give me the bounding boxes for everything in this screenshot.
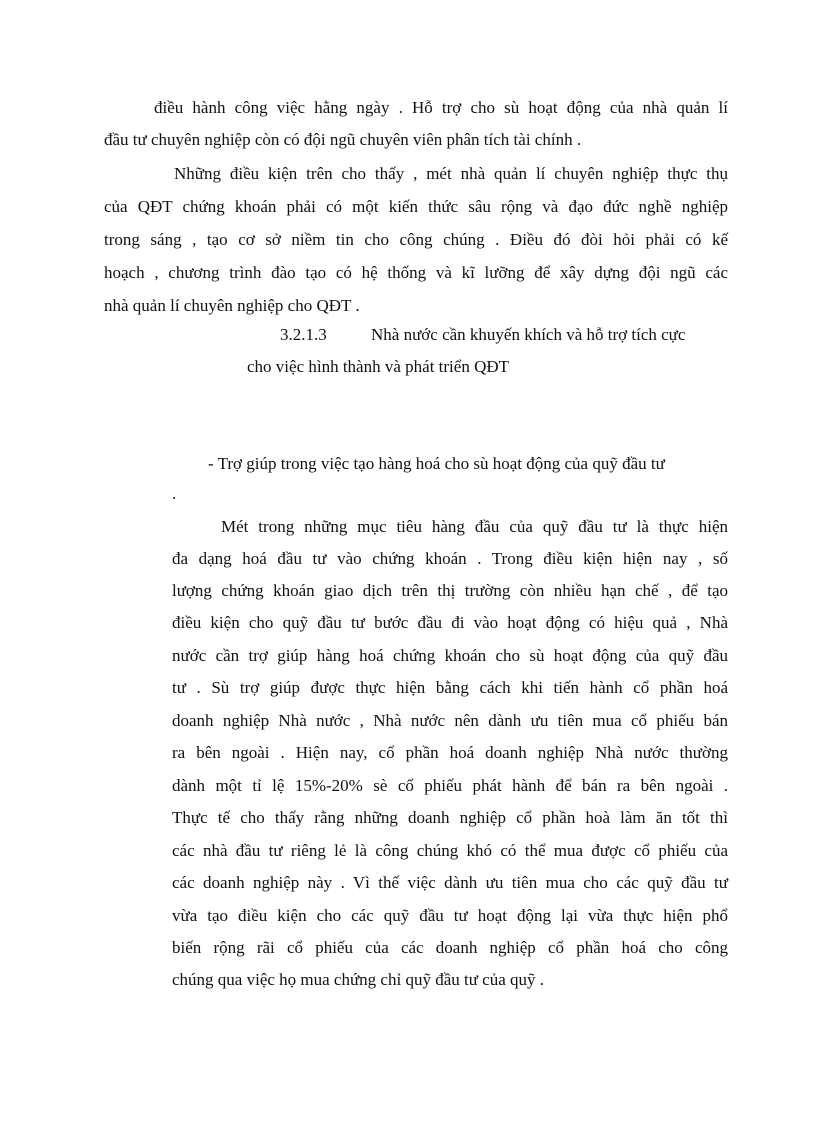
bullet-item-end: . (172, 484, 177, 503)
body-line: lượng chứng khoán giao dịch trên thị trường còn nhiều hạn chế , để tạo (172, 581, 728, 600)
body-line: đầu tư chuyên nghiệp còn có đội ngũ chuyên viên phân tích tài chính . (104, 130, 582, 149)
body-line: Mét trong những mục tiêu hàng đầu của quỹ đầu tư là thực hiện (221, 517, 728, 536)
body-line: dành một tỉ lệ 15%-20% sè cổ phiếu phát hành để bán ra bên ngoài . (172, 776, 728, 795)
body-line: doanh nghiệp Nhà nước , Nhà nước nên dành ưu tiên mua cổ phiếu bán (172, 711, 728, 730)
body-line: biến rộng rãi cổ phiếu của các doanh nghiệp cổ phần hoá cho công (172, 938, 728, 957)
body-line: điều kiện cho quỹ đầu tư bước đầu đi vào hoạt động có hiệu quả , Nhà (172, 613, 728, 632)
body-line: đa dạng hoá đầu tư vào chứng khoán . Trong điều kiện hiện nay , số (172, 549, 728, 568)
body-line: các doanh nghiệp này . Vì thế việc dành ưu tiên mua cho các quỹ đầu tư (172, 873, 728, 892)
bullet-item: - Trợ giúp trong việc tạo hàng hoá cho sù hoạt động của quỹ đầu tư (208, 454, 665, 473)
body-line: nước cần trợ giúp hàng hoá chứng khoán cho sù hoạt động của quỹ đầu (172, 646, 728, 665)
body-line: Những điều kiện trên cho thấy , mét nhà quản lí chuyên nghiệp thực thụ (174, 164, 728, 183)
body-line: nhà quản lí chuyên nghiệp cho QĐT . (104, 296, 360, 315)
body-line: vừa tạo điều kiện cho các quỹ đầu tư hoạt động lại vừa thực hiện phổ (172, 906, 728, 925)
section-heading: Nhà nước cần khuyến khích và hỗ trợ tích cực (371, 325, 686, 344)
body-line: điều hành công việc hằng ngày . Hỗ trợ cho sù hoạt động của nhà quản lí (154, 98, 728, 117)
body-line: của QĐT chứng khoán phải có một kiến thức sâu rộng và đạo đức nghề nghiệp (104, 197, 728, 216)
section-heading-continuation: cho việc hình thành và phát triển QĐT (247, 357, 510, 376)
body-line: tư . Sù trợ giúp được thực hiện bằng cách khi tiến hành cổ phần hoá (172, 678, 728, 697)
section-number: 3.2.1.3 (280, 325, 327, 344)
body-line: Thực tế cho thấy rằng những doanh nghiệp cổ phần hoà làm ăn tốt thì (172, 808, 728, 827)
body-line: ra bên ngoài . Hiện nay, cổ phần hoá doanh nghiệp Nhà nước thường (172, 743, 728, 762)
body-line: chúng qua việc họ mua chứng chỉ quỹ đầu tư của quỹ . (172, 970, 545, 989)
body-line: hoạch , chương trình đào tạo có hệ thống và kĩ lưỡng để xây dựng đội ngũ các (104, 263, 728, 282)
body-line: các nhà đầu tư riêng lẻ là công chúng khó có thể mua được cổ phiếu của (172, 841, 728, 860)
body-line: trong sáng , tạo cơ sở niềm tin cho công chúng . Điều đó đòi hỏi phải có kế (104, 230, 728, 249)
